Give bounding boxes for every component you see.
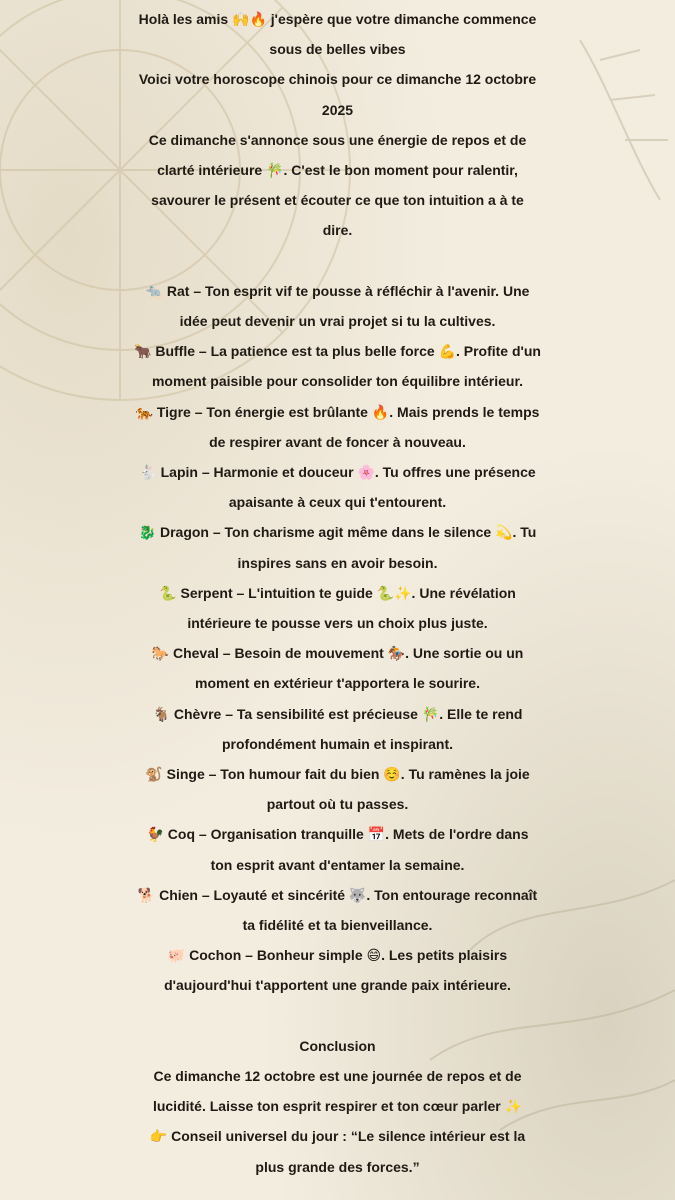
sign-cheval-line-2: moment en extérieur t'apportera le sourire. (195, 675, 480, 692)
sign-chien-line-2: ta fidélité et ta bienveillance. (242, 917, 433, 934)
sign-serpent-line-2: intérieure te pousse vers un choix plus juste. (187, 615, 488, 632)
intro-line: 2025 (321, 101, 354, 118)
signs-section (0, 276, 675, 1001)
sign-serpent-line-1: 🐍 Serpent – L'intuition te guide 🐍✨. Une révélation (159, 584, 516, 601)
conclusion-line: lucidité. Laisse ton esprit respirer et ton cœur parler ✨ (152, 1098, 523, 1115)
sign-chevre-line-1: 🐐 Chèvre – Ta sensibilité est précieuse 🎋. Elle te rend (152, 705, 523, 722)
sign-lapin-line-1: 🐇 Lapin – Harmonie et douceur 🌸. Tu offres une présence (139, 464, 536, 481)
sign-dragon-line-1: 🐉 Dragon – Ton charisme agit même dans le silence 💫. Tu (138, 524, 537, 541)
intro-line: savourer le présent et écouter ce que ton intuition a à te (151, 192, 524, 209)
sign-cochon-line-2: d'aujourd'hui t'apportent une grande paix intérieure. (164, 977, 511, 994)
conclusion-line: plus grande des forces.” (255, 1158, 420, 1175)
sign-singe-line-2: partout où tu passes. (266, 796, 409, 813)
sign-tigre-line-1: 🐅 Tigre – Ton énergie est brûlante 🔥. Mais prends le temps (135, 403, 540, 420)
sign-singe-line-1: 🐒 Singe – Ton humour fait du bien ☺️. Tu ramènes la joie (145, 766, 530, 783)
sign-coq-line-1: 🐓 Coq – Organisation tranquille 📅. Mets de l'ordre dans (146, 826, 529, 843)
sign-dragon-line-2: inspires sans en avoir besoin. (237, 554, 438, 571)
intro-line: Ce dimanche s'annonce sous une énergie de repos et de (148, 131, 527, 148)
intro-section (0, 4, 675, 246)
intro-line: clarté intérieure 🎋. C'est le bon moment pour ralentir, (157, 162, 518, 179)
intro-line: Holà les amis 🙌🔥 j'espère que votre dimanche commence (138, 11, 537, 27)
intro-line: Voici votre horoscope chinois pour ce dimanche 12 octobre (138, 71, 537, 88)
sign-coq-line-2: ton esprit avant d'entamer la semaine. (210, 856, 465, 873)
sign-cochon-line-1: 🐖 Cochon – Bonheur simple 😄. Les petits plaisirs (167, 947, 508, 964)
sign-cheval-line-1: 🐎 Cheval – Besoin de mouvement 🏇. Une sortie ou un (151, 645, 524, 662)
conclusion-line: Ce dimanche 12 octobre est une journée de repos et de (153, 1068, 522, 1085)
sign-buffle-line-2: moment paisible pour consolider ton équilibre intérieur. (151, 373, 524, 390)
sign-chien-line-1: 🐕 Chien – Loyauté et sincérité 🐺. Ton entourage reconnaît (137, 886, 538, 903)
sign-buffle-line-1: 🐂 Buffle – La patience est ta plus belle force 💪. Profite d'un (134, 343, 541, 360)
intro-line: sous de belles vibes (269, 41, 406, 58)
spacer (0, 1001, 675, 1031)
conclusion-line: 👉 Conseil universel du jour : “Le silence intérieur est la (149, 1128, 526, 1145)
conclusion-section (0, 1031, 675, 1182)
sign-rat-line-1: 🐀 Rat – Ton esprit vif te pousse à réfléchir à l'avenir. Une (145, 282, 530, 299)
spacer (0, 246, 675, 276)
sign-tigre-line-2: de respirer avant de foncer à nouveau. (209, 433, 466, 450)
sign-lapin-line-2: apaisante à ceux qui t'entourent. (228, 494, 447, 511)
conclusion-title: Conclusion (299, 1037, 376, 1054)
sign-chevre-line-2: profondément humain et inspirant. (221, 735, 453, 752)
intro-line: dire. (322, 222, 353, 239)
sign-rat-line-2: idée peut devenir un vrai projet si tu la cultives. (179, 313, 496, 330)
